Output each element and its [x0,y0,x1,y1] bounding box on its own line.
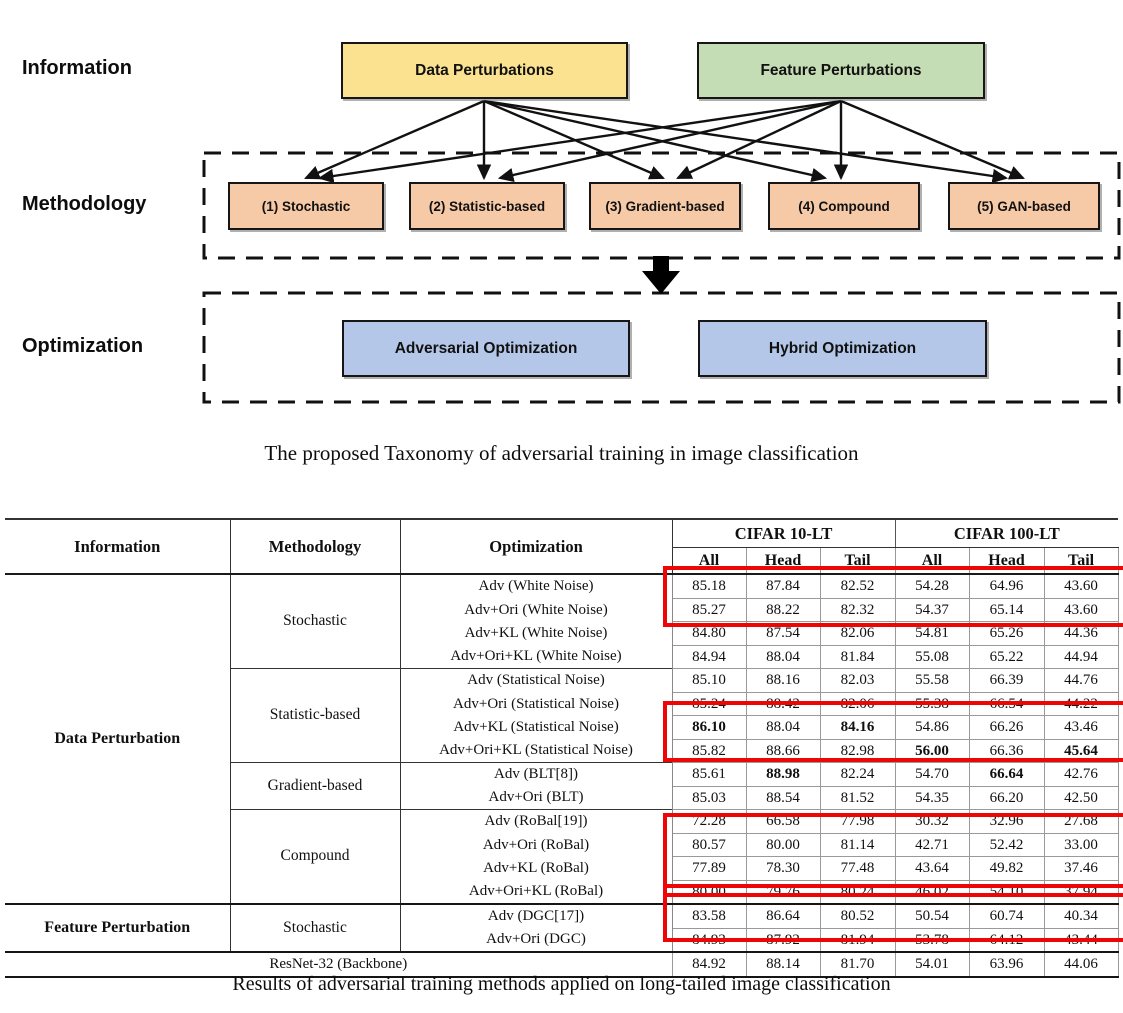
optimization-box-adversarial: Adversarial Optimization [342,320,630,377]
table-cell: Data Perturbation [5,574,230,904]
table-cell: 66.54 [969,692,1044,716]
methodology-box-statistic-based: (2) Statistic-based [409,182,565,230]
arrow-lines-data [306,101,1006,178]
table-cell: 66.64 [969,763,1044,787]
table-cell: Adv+Ori (Statistical Noise) [400,692,672,716]
col-header-cifar100: CIFAR 100-LT [895,519,1118,548]
table-cell: 54.37 [895,598,969,622]
table-cell: 82.52 [820,574,895,598]
table-cell: 42.71 [895,833,969,857]
table-cell: 65.26 [969,622,1044,646]
row-label-information: Information [22,57,132,79]
table-cell: 88.04 [746,716,820,740]
table-cell: Stochastic [230,574,400,669]
table-cell: 88.54 [746,786,820,810]
row-label-optimization: Optimization [22,335,144,357]
table-cell: 81.84 [820,645,895,669]
table-cell: 30.32 [895,810,969,834]
table-cell: 60.74 [969,904,1044,928]
table-cell: 81.94 [820,928,895,952]
info-box-data-perturbations: Data Perturbations [341,42,628,99]
table-cell: 54.28 [895,574,969,598]
table-cell: 66.20 [969,786,1044,810]
table-cell: 42.50 [1044,786,1118,810]
table-cell: 88.98 [746,763,820,787]
table-cell: 81.52 [820,786,895,810]
table-cell: 82.06 [820,692,895,716]
table-cell: 79.76 [746,880,820,904]
methodology-box-stochastic: (1) Stochastic [228,182,384,230]
table-cell: 46.02 [895,880,969,904]
col-header-cifar10: CIFAR 10-LT [672,519,895,548]
table-cell: 50.54 [895,904,969,928]
table-cell: 82.24 [820,763,895,787]
table-cell: 83.58 [672,904,746,928]
table-cell: 84.92 [672,952,746,977]
table-cell: Compound [230,810,400,905]
table-cell: 85.10 [672,669,746,693]
table-cell: 85.18 [672,574,746,598]
table-cell: Adv+Ori (White Noise) [400,598,672,622]
table-cell: 37.94 [1044,880,1118,904]
col-header-optimization: Optimization [400,519,672,574]
table-cell: 45.64 [1044,739,1118,763]
table-cell: 88.22 [746,598,820,622]
subcol-all: All [672,548,746,575]
methodology-box-compound: (4) Compound [768,182,920,230]
methodology-box-gradient-based: (3) Gradient-based [589,182,741,230]
table-cell: 44.06 [1044,952,1118,977]
table-cell: 55.38 [895,692,969,716]
table-cell: 66.36 [969,739,1044,763]
diagram-caption: The proposed Taxonomy of adversarial training in image classification [264,441,859,465]
table-cell: 54.81 [895,622,969,646]
table-cell: Adv (Statistical Noise) [400,669,672,693]
table-cell: 88.42 [746,692,820,716]
table-cell: 65.14 [969,598,1044,622]
table-cell: 52.42 [969,833,1044,857]
table-cell: Feature Perturbation [5,904,230,952]
table-cell: 40.34 [1044,904,1118,928]
table-cell: 66.58 [746,810,820,834]
table-cell: 84.16 [820,716,895,740]
table-cell: Adv+Ori (RoBal) [400,833,672,857]
table-cell: Adv+Ori+KL (Statistical Noise) [400,739,672,763]
table-cell: Adv+Ori (DGC) [400,928,672,952]
table-cell: 88.66 [746,739,820,763]
table-cell: 43.60 [1044,598,1118,622]
table-cell: 64.96 [969,574,1044,598]
table-cell: Adv+Ori+KL (RoBal) [400,880,672,904]
table-cell: 87.54 [746,622,820,646]
table-row [5,574,1118,598]
table-cell: 80.00 [672,880,746,904]
table-cell: 44.22 [1044,692,1118,716]
table-cell: 64.12 [969,928,1044,952]
table-cell: Adv (RoBal[19]) [400,810,672,834]
table-cell: 84.80 [672,622,746,646]
subcol-tail: Tail [820,548,895,575]
table-cell: 27.68 [1044,810,1118,834]
table-cell: 43.64 [895,857,969,881]
subcol-head: Head [969,548,1044,575]
table-cell: 43.44 [1044,928,1118,952]
flow-arrow-icon [642,256,680,294]
results-table [5,518,1119,978]
table-cell: 80.52 [820,904,895,928]
table-cell: 54.01 [895,952,969,977]
table-cell: ResNet-32 (Backbone) [5,952,672,977]
table-cell: 32.96 [969,810,1044,834]
table-row [5,904,1118,928]
table-cell: 85.03 [672,786,746,810]
table-cell: Stochastic [230,904,400,952]
col-header-information: Information [5,519,230,574]
methodology-box-gan-based: (5) GAN-based [948,182,1100,230]
table-cell: 66.26 [969,716,1044,740]
table-cell: 54.35 [895,786,969,810]
table-cell: 85.24 [672,692,746,716]
table-cell: 44.36 [1044,622,1118,646]
table-cell: 53.78 [895,928,969,952]
col-header-methodology: Methodology [230,519,400,574]
table-cell: 88.04 [746,645,820,669]
table-cell: Adv+Ori (BLT) [400,786,672,810]
table-cell: 77.48 [820,857,895,881]
table-cell: 54.10 [969,880,1044,904]
table-cell: 82.03 [820,669,895,693]
subcol-tail: Tail [1044,548,1118,575]
table-cell: 77.89 [672,857,746,881]
info-box-feature-perturbations: Feature Perturbations [697,42,985,99]
results-tbody [5,574,1118,977]
table-cell: Adv+Ori+KL (White Noise) [400,645,672,669]
table-cell: Adv+KL (White Noise) [400,622,672,646]
table-cell: 54.86 [895,716,969,740]
table-cell: 43.46 [1044,716,1118,740]
subcol-all: All [895,548,969,575]
table-cell: 33.00 [1044,833,1118,857]
table-cell: 54.70 [895,763,969,787]
table-cell: 82.98 [820,739,895,763]
table-cell: 44.94 [1044,645,1118,669]
table-cell: 78.30 [746,857,820,881]
row-label-methodology: Methodology [22,193,147,215]
table-cell: 82.06 [820,622,895,646]
table-cell: 80.24 [820,880,895,904]
table-cell: 85.82 [672,739,746,763]
arrow-lines-feature [320,101,1023,178]
table-cell: 85.61 [672,763,746,787]
table-caption: Results of adversarial training methods applied on long-tailed image classification [232,973,891,995]
table-cell: 66.39 [969,669,1044,693]
table-cell: 42.76 [1044,763,1118,787]
table-cell: 80.00 [746,833,820,857]
table-cell: 87.92 [746,928,820,952]
table-cell: 81.70 [820,952,895,977]
table-cell: 82.32 [820,598,895,622]
table-cell: 86.10 [672,716,746,740]
table-cell: 81.14 [820,833,895,857]
table-cell: 63.96 [969,952,1044,977]
table-cell: 85.27 [672,598,746,622]
results-table-wrap [5,518,1118,978]
table-cell: 55.08 [895,645,969,669]
optimization-box-hybrid: Hybrid Optimization [698,320,987,377]
table-cell: 65.22 [969,645,1044,669]
table-cell: Gradient-based [230,763,400,810]
table-cell: 87.84 [746,574,820,598]
table-cell: Adv+KL (Statistical Noise) [400,716,672,740]
table-cell: 55.58 [895,669,969,693]
table-cell: 56.00 [895,739,969,763]
table-cell: Adv+KL (RoBal) [400,857,672,881]
table-cell: 49.82 [969,857,1044,881]
table-cell: 84.94 [672,645,746,669]
table-cell: 88.14 [746,952,820,977]
table-cell: 86.64 [746,904,820,928]
table-cell: 37.46 [1044,857,1118,881]
table-cell: Adv (DGC[17]) [400,904,672,928]
table-cell: 80.57 [672,833,746,857]
table-cell: Adv (BLT[8]) [400,763,672,787]
table-cell: Statistic-based [230,669,400,763]
table-cell: 43.60 [1044,574,1118,598]
table-cell: Adv (White Noise) [400,574,672,598]
table-cell: 84.93 [672,928,746,952]
table-cell: 77.98 [820,810,895,834]
table-cell: 88.16 [746,669,820,693]
subcol-head: Head [746,548,820,575]
table-cell: 44.76 [1044,669,1118,693]
table-cell: 72.28 [672,810,746,834]
